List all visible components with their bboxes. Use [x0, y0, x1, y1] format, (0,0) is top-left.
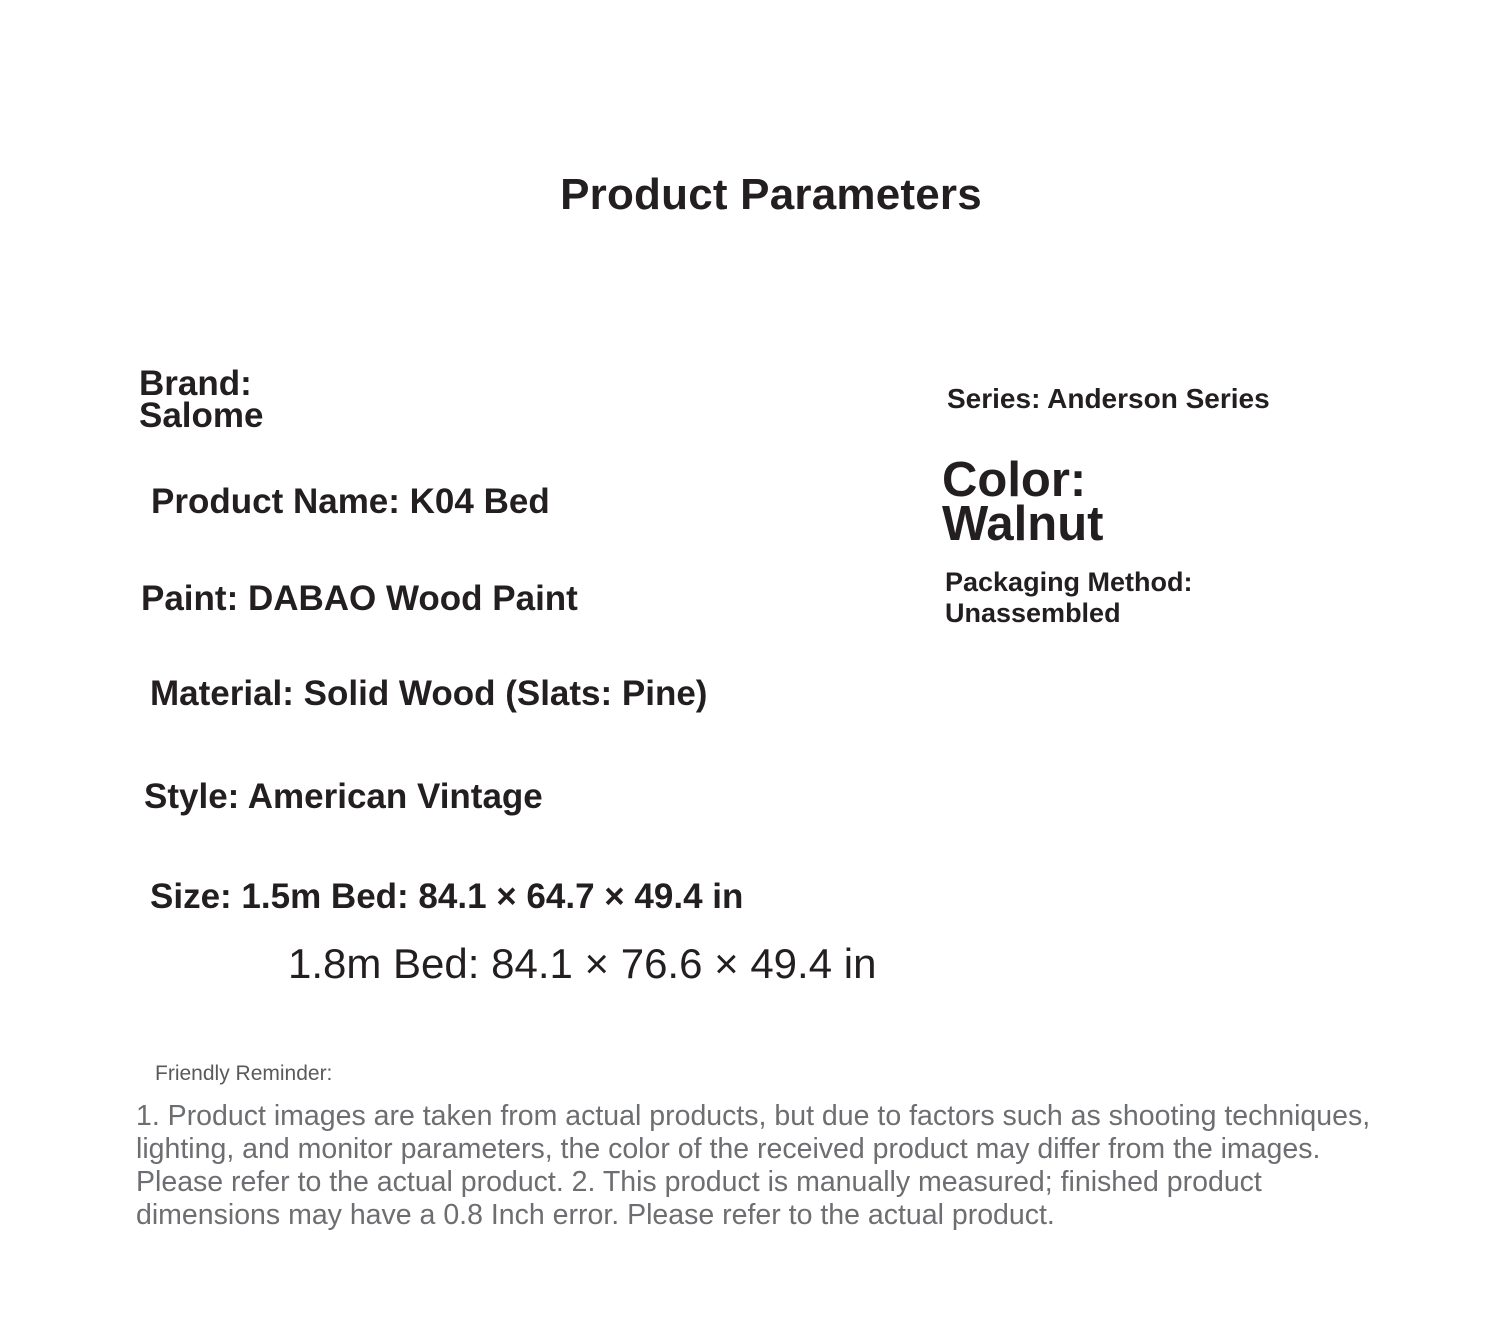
size-param-line2: 1.8m Bed: 84.1 × 76.6 × 49.4 in: [288, 940, 877, 987]
size-param-line1: Size: 1.5m Bed: 84.1 × 64.7 × 49.4 in: [150, 877, 744, 916]
brand-value: Salome: [139, 396, 264, 435]
packaging-value: Unassembled: [945, 598, 1121, 628]
product-name-param: Product Name: K04 Bed: [151, 482, 550, 521]
color-param: [942, 453, 1104, 551]
paint-param: Paint: DABAO Wood Paint: [141, 579, 578, 618]
color-label: Color:: [942, 453, 1087, 507]
color-value: Walnut: [942, 497, 1104, 551]
packaging-label: Packaging Method:: [945, 567, 1193, 597]
material-param: Material: Solid Wood (Slats: Pine): [150, 674, 708, 713]
style-param: Style: American Vintage: [144, 777, 543, 816]
page-title: Product Parameters: [560, 170, 982, 219]
reminder-text: 1. Product images are taken from actual products, but due to factors such as shooting techniques, lighting, and monitor parameters, the color of the received product may differ from the images. Please refer to the actual product. 2. This product is manually measured; finished product dimensions may have a 0.8 Inch error. Please refer to the actual product.: [136, 1100, 1371, 1231]
brand-label: Brand:: [139, 364, 252, 403]
brand-param: [139, 364, 264, 435]
series-param: Series: Anderson Series: [947, 383, 1270, 414]
reminder-label: Friendly Reminder:: [155, 1062, 333, 1085]
packaging-param: [945, 567, 1193, 629]
